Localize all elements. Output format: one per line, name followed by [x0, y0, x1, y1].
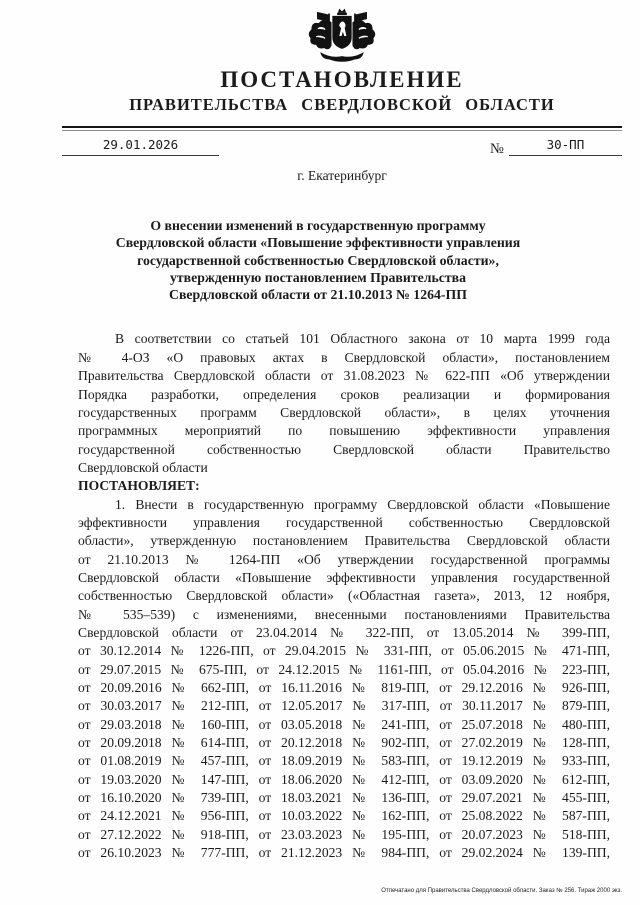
coat-of-arms-icon [301, 7, 383, 65]
number-sign: № [490, 141, 504, 157]
text-line: Свердловской области от 23.04.2014 № 322-ПП, от 13.05.2014 № 399-ПП, [78, 624, 610, 640]
document-title-line: Свердловской области «Повышение эффективности управления [115, 235, 521, 251]
print-footer-note: Отпечатано для Правительства Свердловской области. Заказ № 256. Тираж 2000 экз. [381, 888, 622, 894]
city-label: г. Екатеринбург [297, 168, 387, 183]
document-title [78, 217, 558, 303]
amendment-line: от 24.12.2021 № 956-ПП, от 10.03.2022 № 162-ПП, от 25.08.2022 № 587-ПП, [78, 808, 610, 824]
text-line: эффективности управления государственной собственностью Свердловской [78, 514, 610, 530]
amendment-line: от 30.12.2014 № 1226-ПП, от 29.04.2015 № 331-ПП, от 05.06.2015 № 471-ПП, [78, 643, 610, 659]
number-field: 30-ПП [509, 137, 622, 156]
document-title-line: О внесении изменений в государственную программу [150, 218, 486, 233]
text-line: 1. Внести в государственную программу Свердловской области «Повышение [115, 496, 610, 512]
text-line: собственностью Свердловской области» («Областная газета», 2013, 12 ноября, [78, 588, 610, 604]
amendment-line: от 20.09.2016 № 662-ПП, от 16.11.2016 № 819-ПП, от 29.12.2016 № 926-ПП, [78, 680, 610, 696]
amendment-line: от 29.07.2015 № 675-ПП, от 24.12.2015 № 1161-ПП, от 05.04.2016 № 223-ПП, [78, 661, 610, 677]
text-line: программных мероприятий по повышению эффективности управления [78, 423, 610, 439]
amendment-line: от 29.03.2018 № 160-ПП, от 03.05.2018 № 241-ПП, от 25.07.2018 № 480-ПП, [78, 716, 610, 732]
text-line: Порядка разработки, определения сроков реализации и формирования [78, 386, 610, 402]
number-field-group [490, 137, 622, 156]
date-field: 29.01.2026 [62, 137, 219, 156]
document-title-line: Свердловской области от 21.10.2013 № 1264-ПП [169, 287, 467, 303]
doc-type-title: ПОСТАНОВЛЕНИЕ [220, 67, 464, 92]
text-line: Свердловской области «Повышение эффективности управления государственной [78, 569, 610, 585]
text-line: В соответствии со статьей 101 Областного закона от 10 марта 1999 года [115, 331, 610, 347]
header-rule [62, 126, 622, 128]
resolve-word: ПОСТАНОВЛЯЕТ: [78, 478, 200, 494]
clause-1-paragraph [78, 496, 610, 643]
text-line: области», утвержденную постановлением Правительства Свердловской области [78, 533, 610, 549]
text-line: № 4-ОЗ «О правовых актах в Свердловской области», постановлением [78, 349, 610, 365]
amendment-line: от 01.08.2019 № 457-ПП, от 18.09.2019 № 583-ПП, от 19.12.2019 № 933-ПП, [78, 753, 610, 769]
amendment-line: от 27.12.2022 № 918-ПП, от 23.03.2023 № 195-ПП, от 20.07.2023 № 518-ПП, [78, 826, 610, 842]
meta-row [62, 131, 622, 163]
preamble-paragraph [78, 330, 610, 458]
amendment-line: от 19.03.2020 № 147-ПП, от 18.06.2020 № 412-ПП, от 03.09.2020 № 612-ПП, [78, 771, 610, 787]
amendment-line: от 30.03.2017 № 212-ПП, от 12.05.2017 № 317-ПП, от 30.11.2017 № 879-ПП, [78, 698, 610, 714]
amendment-line: от 20.09.2018 № 614-ПП, от 20.12.2018 № 902-ПП, от 27.02.2019 № 128-ПП, [78, 735, 610, 751]
text-line: Правительства Свердловской области от 31.08.2023 № 622-ПП «Об утверждении [78, 368, 610, 384]
text-line: от 21.10.2013 № 1264-ПП «Об утверждении государственной программы [78, 551, 610, 567]
document-header [62, 7, 622, 115]
amendment-line: от 26.10.2023 № 777-ПП, от 21.12.2023 № 984-ПП, от 29.02.2024 № 139-ПП, [78, 845, 610, 861]
amendment-line: от 16.10.2020 № 739-ПП, от 18.03.2021 № 136-ПП, от 29.07.2021 № 455-ПП, [78, 790, 610, 806]
doc-org-title: ПРАВИТЕЛЬСТВА СВЕРДЛОВСКОЙ ОБЛАСТИ [129, 95, 555, 114]
preamble-last-line: Свердловской области [78, 459, 208, 475]
text-line: государственной собственностью Свердловской области Правительство [78, 441, 610, 457]
text-line: № 535–539) с изменениями, внесенными постановлениями Правительства [78, 606, 610, 622]
amendments-list [78, 642, 610, 862]
document-title-line: государственной собственностью Свердловской области», [137, 252, 499, 268]
document-body [78, 330, 610, 862]
document-title-line: утвержденную постановлением Правительства [169, 269, 467, 285]
text-line: государственных программ Свердловской области», в целях уточнения [78, 404, 610, 420]
